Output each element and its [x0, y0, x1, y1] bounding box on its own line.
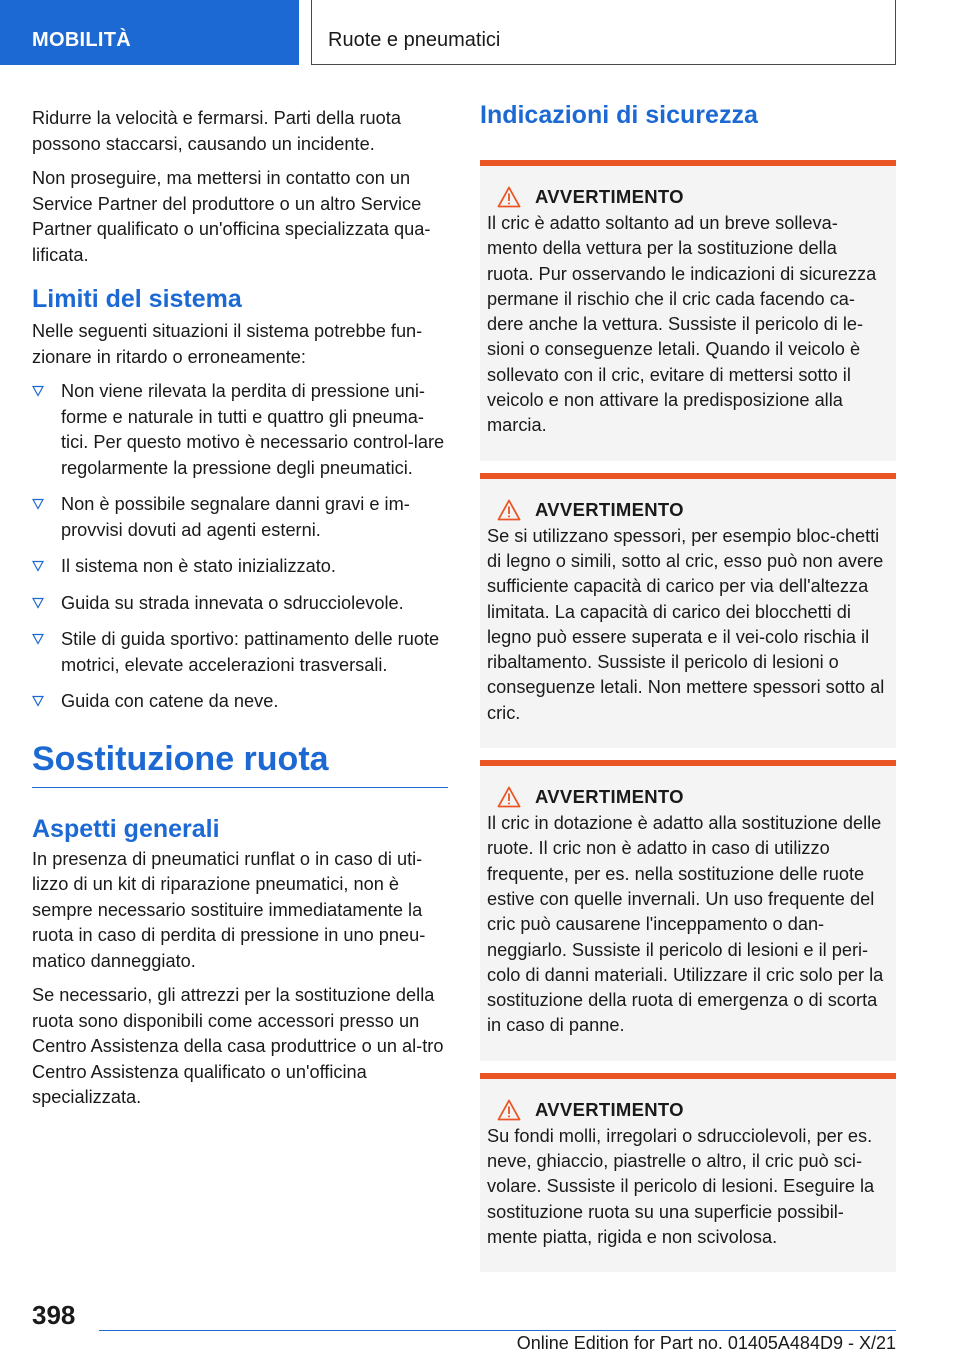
warning-title: AVVERTIMENTO [535, 786, 684, 808]
section-tab[interactable] [0, 0, 299, 65]
heading-sicurezza: Indicazioni di sicurezza [480, 101, 758, 129]
warning-text: Il cric è adatto soltanto ad un breve solleva‐mento della vettura per la sostituzione della ruota. Pur osservando le indicazioni di sicurezza permane il rischio che il cric cada facendo ca‐dere anche la vettura. Sussiste il pericolo di le‐sioni o conseguenze letali. Quando il veicolo è sollevato con il cric, evitare di mettersi sotto il veicolo e non attivare la predisposizione alla marcia. [487, 213, 877, 436]
warning-title: AVVERTIMENTO [535, 1098, 684, 1120]
section-label: MOBILITÀ [32, 29, 132, 51]
list-item [32, 554, 448, 580]
paragraph: In presenza di pneumatici runflat o in caso di uti‐lizzo di un kit di riparazione pneumatici, non è sempre necessario sostituire immediatamente la ruota in caso di perdita di pressione in uno pneu‐matico danneggiato. [32, 848, 426, 971]
bullet-list [32, 379, 448, 715]
paragraph: Nelle seguenti situazioni il sistema potrebbe fun‐zionare in ritardo o erroneamente: [32, 321, 423, 367]
warning-box [480, 473, 896, 748]
warning-box [480, 1073, 896, 1272]
list-item [32, 689, 448, 715]
warning-header [497, 186, 888, 208]
right-column [480, 100, 896, 1284]
paragraph: Non proseguire, ma mettersi in contatto con un Service Partner del produttore o un altro Service Partner qualificato o un'officina specializzata qua‐lificata. [32, 168, 431, 265]
list-item-text: Non è possibile segnalare danni gravi e im‐provvisi dovuti ad agenti esterni. [61, 494, 410, 540]
list-item-text: Stile di guida sportivo: pattinamento delle ruote motrici, elevate accelerazioni trasversali. [61, 629, 440, 675]
list-item [32, 492, 448, 543]
paragraph: Se necessario, gli attrezzi per la sostituzione della ruota sono disponibili come accessori presso un Centro Assistenza della casa produttrice o un al‐tro Centro Assistenza qualificato o un'officina specializzata. [32, 985, 444, 1107]
warning-box [480, 160, 896, 461]
warning-box [480, 760, 896, 1061]
footer-edition: Online Edition for Part no. 01405A484D9 - X/21 [516, 1333, 896, 1353]
triangle-bullet-icon [32, 560, 44, 572]
triangle-bullet-icon [32, 633, 44, 645]
warning-triangle-icon [497, 499, 521, 521]
warning-triangle-icon [497, 786, 521, 808]
triangle-bullet-icon [32, 695, 44, 707]
warning-header [497, 786, 888, 808]
page-number: 398 [32, 1300, 76, 1330]
list-item-text: Guida con catene da neve. [61, 691, 279, 711]
warning-title: AVVERTIMENTO [535, 186, 684, 207]
warning-text: Su fondi molli, irregolari o sdrucciolevoli, per es. neve, ghiaccio, piastrelle o altro, il cric può sci‐volare. Sussiste il pericolo di lesioni. Eseguire la sostituzione ruota su una superficie possibil‐mente piatta, rigida e non scivolosa. [487, 1125, 875, 1247]
triangle-bullet-icon [32, 597, 44, 609]
list-item [32, 379, 448, 481]
warning-text: Se si utilizzano spessori, per esempio bloc‐chetti di legno o simili, sotto al cric, esso può non avere sufficiente capacità di carico per via dell'altezza limitata. La capacità di carico dei blocchetti di legno può essere superata e il vei‐colo rischia il ribaltamento. Sussiste il pericolo di lesioni o conseguenze letali. Non mettere spessori sotto al cric. [487, 525, 885, 723]
list-item-text: Il sistema non è stato inizializzato. [61, 556, 336, 576]
chapter-tab[interactable] [311, 0, 896, 65]
paragraph: Ridurre la velocità e fermarsi. Parti della ruota possono staccarsi, causando un incidente. [32, 108, 401, 154]
heading-aspetti: Aspetti generali [32, 814, 220, 843]
warning-text: Il cric in dotazione è adatto alla sostituzione delle ruote. Il cric non è adatto in caso di utilizzo frequente, per es. nella sostituzione delle ruote estive con quelle invernali. Un uso frequente del cric può causarene l'inceppamento o dan‐neggiarlo. Sussiste il pericolo di lesioni e il peri‐colo di danni materiali. Utilizzare il cric solo per la sostituzione della ruota di emergenza o di scorta in caso di panne. [487, 813, 884, 1036]
left-column [32, 106, 448, 1120]
list-item-text: Non viene rilevata la perdita di pressione uni‐forme e naturale in tutti e quattro gli pneuma‐tici. Per questo motivo è necessario control‐lare regolarmente la pressione degli pneumatici. [61, 381, 445, 478]
heading-sostituzione: Sostituzione ruota [32, 739, 448, 788]
triangle-bullet-icon [32, 385, 44, 397]
triangle-bullet-icon [32, 498, 44, 510]
warning-triangle-icon [497, 186, 521, 208]
warning-header [497, 499, 888, 521]
warning-title: AVVERTIMENTO [535, 498, 684, 520]
list-item [32, 627, 448, 678]
list-item-text: Guida su strada innevata o sdrucciolevole. [61, 592, 404, 613]
footer-divider [99, 1330, 896, 1331]
warning-triangle-icon [497, 1099, 521, 1121]
warning-header [497, 1099, 888, 1121]
chapter-label: Ruote e pneumatici [328, 29, 501, 51]
heading-limiti: Limiti del sistema [32, 285, 242, 313]
list-item [32, 591, 448, 617]
